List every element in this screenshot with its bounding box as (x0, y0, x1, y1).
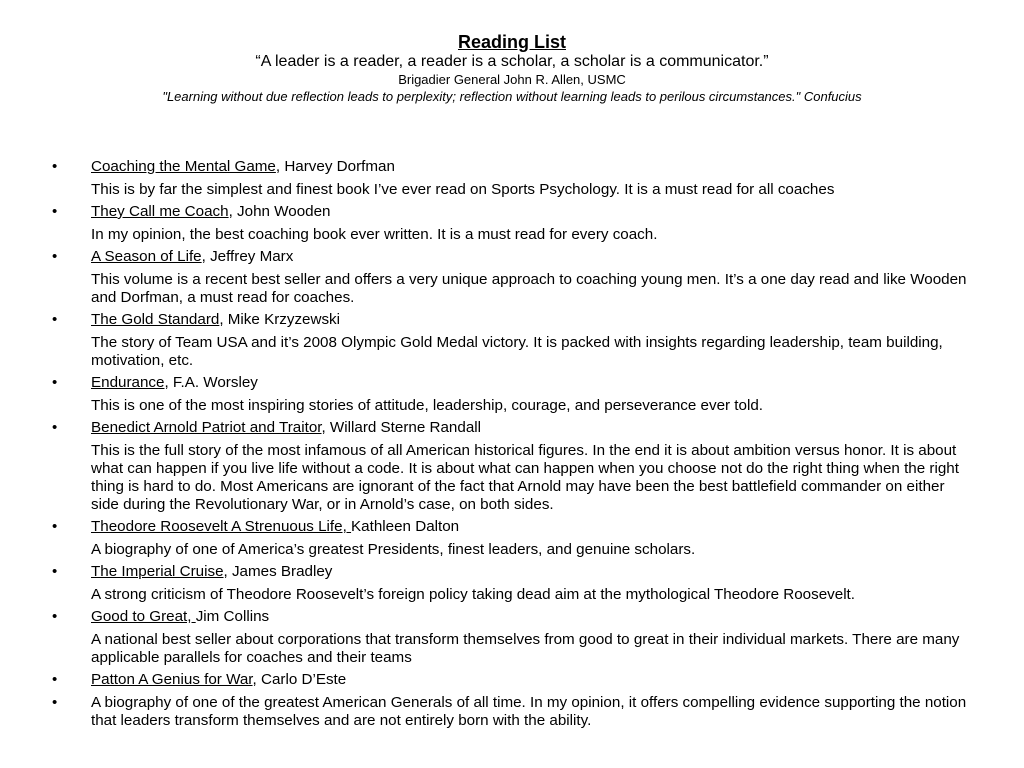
book-entry (91, 374, 974, 397)
bullet-icon: • (52, 419, 58, 436)
book-entry (91, 563, 974, 586)
book-entry (91, 419, 974, 442)
page-title: Reading List (457, 32, 566, 52)
book-author: , Jeffrey Marx (201, 248, 294, 265)
book-entry (91, 518, 974, 541)
book-title: The Gold Standard (91, 311, 220, 328)
book-author: Jim Collins (195, 608, 270, 625)
book-entry (91, 608, 974, 631)
bullet-icon: • (52, 671, 58, 688)
book-description: A biography of one of America’s greatest Presidents, finest leaders, and genuine scholars. (91, 540, 696, 558)
list-item-theodore-roosevelt (0, 518, 1024, 563)
book-title: They Call me Coach (91, 203, 229, 220)
book-description: This volume is a recent best seller and offers a very unique approach to coaching young men. It’s a one day read and like Wooden and Dorfman, a must read for coaches. (91, 270, 967, 306)
book-title: Theodore Roosevelt A Strenuous Life, (91, 518, 352, 535)
book-description: A national best seller about corporations that transform themselves from good to great in their individual markets. There are many applicable parallels for coaches and their teams (91, 630, 960, 666)
book-entry (91, 158, 974, 181)
book-title: Benedict Arnold Patriot and Traitor (91, 419, 322, 436)
bullet-icon: • (52, 311, 58, 328)
book-author: , F.A. Worsley (164, 374, 258, 391)
list-item-imperial-cruise (0, 563, 1024, 608)
bullet-icon: • (52, 203, 58, 220)
list-item-endurance (0, 374, 1024, 419)
list-item-gold-standard (0, 311, 1024, 374)
closing-note: A biography of one of the greatest American Generals of all time. In my opinion, it offers compelling evidence supporting the notion that leaders transform themselves and are not entirely born with the ability. (91, 693, 967, 729)
bullet-icon: • (52, 374, 58, 391)
bullet-icon: • (52, 693, 58, 711)
book-entry (91, 671, 974, 694)
book-author: , Mike Krzyzewski (219, 311, 341, 328)
book-description: A strong criticism of Theodore Roosevelt’s foreign policy taking dead aim at the mythological Theodore Roosevelt. (91, 585, 856, 603)
leader-quote: “A leader is a reader, a reader is a scholar, a scholar is a communicator.” (255, 53, 769, 70)
list-item-benedict-arnold (0, 419, 1024, 518)
book-description: This is the full story of the most infamous of all American historical figures. In the end it is about ambition versus honor. It is about what can happen if you live life without a code. It is about what can happen when you choose not do the right thing when the right thing is hard to do. Most Americans are ignorant of the fact that Arnold may have been the best battlefield commander on either side during the Revolutionary War, or in Arnold’s case, on both sides. (91, 441, 959, 513)
book-entry (91, 203, 974, 226)
book-description: In my opinion, the best coaching book ever written. It is a must read for every coach. (91, 225, 658, 243)
book-author: , James Bradley (223, 563, 333, 580)
book-author: , Willard Sterne Randall (321, 419, 482, 436)
book-title: The Imperial Cruise (91, 563, 224, 580)
book-author: , Carlo D’Este (252, 671, 347, 688)
book-author: , Harvey Dorfman (275, 158, 395, 175)
list-item-they-call-me-coach (0, 203, 1024, 248)
book-description: This is one of the most inspiring stories of attitude, leadership, courage, and perseverance ever told. (91, 396, 763, 414)
book-entry (91, 248, 974, 271)
book-author: Kathleen Dalton (351, 518, 460, 535)
book-description: This is by far the simplest and finest book I’ve ever read on Sports Psychology. It is a must read for all coaches (91, 180, 835, 198)
confucius-quote: "Learning without due reflection leads to perplexity; reflection without learning leads to perilous circumstances." Confucius (162, 89, 862, 104)
bullet-icon: • (52, 563, 58, 580)
list-item-closing-note (0, 694, 1024, 735)
reading-list (0, 158, 1024, 734)
bullet-icon: • (52, 608, 58, 625)
bullet-icon: • (52, 518, 58, 535)
list-item-good-to-great (0, 608, 1024, 671)
list-item-coaching-mental-game (0, 158, 1024, 203)
book-title: Coaching the Mental Game (91, 158, 276, 175)
book-description: The story of Team USA and it’s 2008 Olympic Gold Medal victory. It is packed with insights regarding leadership, team building, motivation, etc. (91, 333, 943, 369)
book-title: Endurance (91, 374, 165, 391)
list-item-season-of-life (0, 248, 1024, 311)
book-title: Patton A Genius for War (91, 671, 253, 688)
bullet-icon: • (52, 158, 58, 175)
bullet-icon: • (52, 248, 58, 265)
list-item-patton (0, 671, 1024, 694)
book-title: A Season of Life (91, 248, 202, 265)
book-entry (91, 311, 974, 334)
document-header (0, 31, 1024, 105)
book-author: , John Wooden (228, 203, 331, 220)
book-title: Good to Great, (91, 608, 196, 625)
quote-attribution: Brigadier General John R. Allen, USMC (398, 72, 626, 87)
